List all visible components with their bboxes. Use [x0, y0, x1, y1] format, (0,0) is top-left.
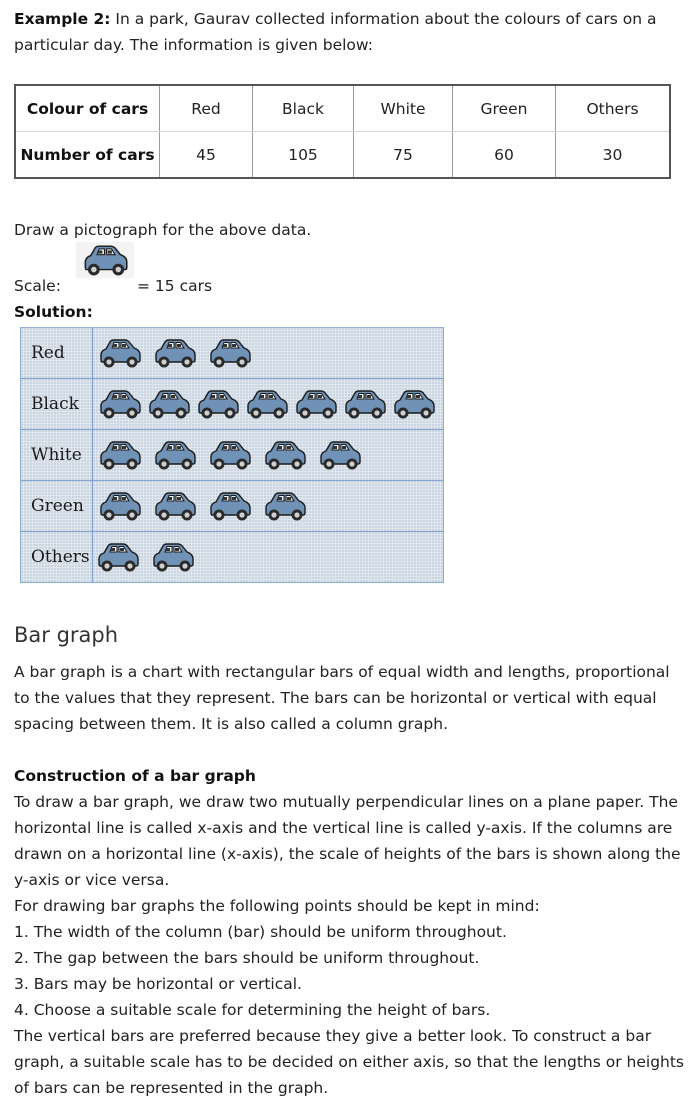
construction-point-2: 2. The gap between the bars should be uniform throughout.	[14, 949, 480, 967]
car-icon	[195, 388, 240, 420]
example-intro	[14, 6, 685, 58]
table-cell: 105	[253, 132, 354, 179]
car-icons	[97, 439, 362, 473]
construction-heading: Construction of a bar graph	[14, 767, 256, 785]
car-icons	[97, 337, 252, 371]
car-icons	[95, 541, 195, 575]
table-cell: 45	[160, 132, 253, 179]
row-header-colour: Colour of cars	[15, 85, 160, 132]
car-icon	[207, 439, 252, 471]
row-header-count: Number of cars	[20, 145, 155, 164]
car-icon	[293, 388, 338, 420]
construction-point-4: 4. Choose a suitable scale for determining the height of bars.	[14, 1001, 491, 1019]
row-label: Others	[21, 532, 93, 583]
table-cell: White	[354, 85, 453, 132]
car-icon	[152, 439, 197, 471]
construction-intro: For drawing bar graphs the following points should be kept in mind:	[14, 897, 540, 915]
table-cell: 30	[556, 132, 671, 179]
car-colour-table	[14, 84, 671, 179]
pictograph-row-red	[21, 328, 443, 379]
car-icon	[317, 439, 362, 471]
construction-point-3: 3. Bars may be horizontal or vertical.	[14, 975, 302, 993]
car-icon	[97, 490, 142, 522]
row-label: Green	[21, 481, 93, 531]
table-row-counts	[15, 132, 670, 179]
section-heading-bar-graph: Bar graph	[14, 623, 119, 647]
construction-conclusion: The vertical bars are preferred because they give a better look. To construct a bar graph, a suitable scale has to be decided on either axis, so that the lengths or heights of bars can be represented in the graph.	[14, 1027, 685, 1097]
construction-paragraph: To draw a bar graph, we draw two mutually perpendicular lines on a plane paper. The horizontal line is called x-axis and the vertical line is called y-axis. If the columns are drawn on a horizontal line (x-axis), the scale of heights of the bars is shown along the y-axis or vice versa.	[14, 793, 681, 889]
pictograph-row-white	[21, 430, 443, 481]
row-label: Black	[21, 379, 93, 429]
car-icon	[150, 541, 195, 573]
car-icons	[97, 490, 307, 524]
table-row-colours	[15, 85, 670, 132]
question-text: Draw a pictograph for the above data.	[14, 221, 312, 239]
scale-label: Scale:	[14, 277, 61, 295]
car-icon	[95, 541, 140, 573]
example-label: Example 2:	[14, 10, 111, 28]
table-cell: Green	[453, 85, 556, 132]
solution-label: Solution:	[14, 303, 93, 321]
car-icon	[97, 388, 142, 420]
car-icon	[207, 490, 252, 522]
car-icon	[262, 439, 307, 471]
construction-point-1: 1. The width of the column (bar) should be uniform throughout.	[14, 923, 507, 941]
scale-value: = 15 cars	[137, 277, 213, 295]
car-icon	[262, 490, 307, 522]
car-icon	[152, 337, 197, 369]
table-cell: Red	[160, 85, 253, 132]
table-cell: 60	[453, 132, 556, 179]
car-icon	[391, 388, 436, 420]
car-icons	[97, 388, 436, 422]
car-icon	[76, 242, 134, 278]
car-icon	[146, 388, 191, 420]
car-icon	[342, 388, 387, 420]
pictograph	[20, 327, 444, 583]
table-cell: 75	[354, 132, 453, 179]
row-label: Red	[21, 328, 93, 378]
table-cell: Black	[253, 85, 354, 132]
pictograph-row-black	[21, 379, 443, 430]
table-cell: Others	[556, 85, 671, 132]
bar-graph-definition: A bar graph is a chart with rectangular bars of equal width and lengths, proportional to the values that they represent. The bars can be horizontal or vertical with equal spacing between them. It is also called a column graph.	[14, 663, 670, 733]
car-icon	[97, 337, 142, 369]
row-label: White	[21, 430, 93, 480]
pictograph-row-others	[21, 532, 443, 583]
scale-legend	[14, 242, 314, 302]
construction-body	[14, 789, 685, 1101]
car-icon	[97, 439, 142, 471]
example-text: In a park, Gaurav collected information about the colours of cars on a particular day. The information is given below:	[14, 10, 657, 54]
car-icon	[207, 337, 252, 369]
car-icon	[152, 490, 197, 522]
pictograph-row-green	[21, 481, 443, 532]
car-icon	[244, 388, 289, 420]
